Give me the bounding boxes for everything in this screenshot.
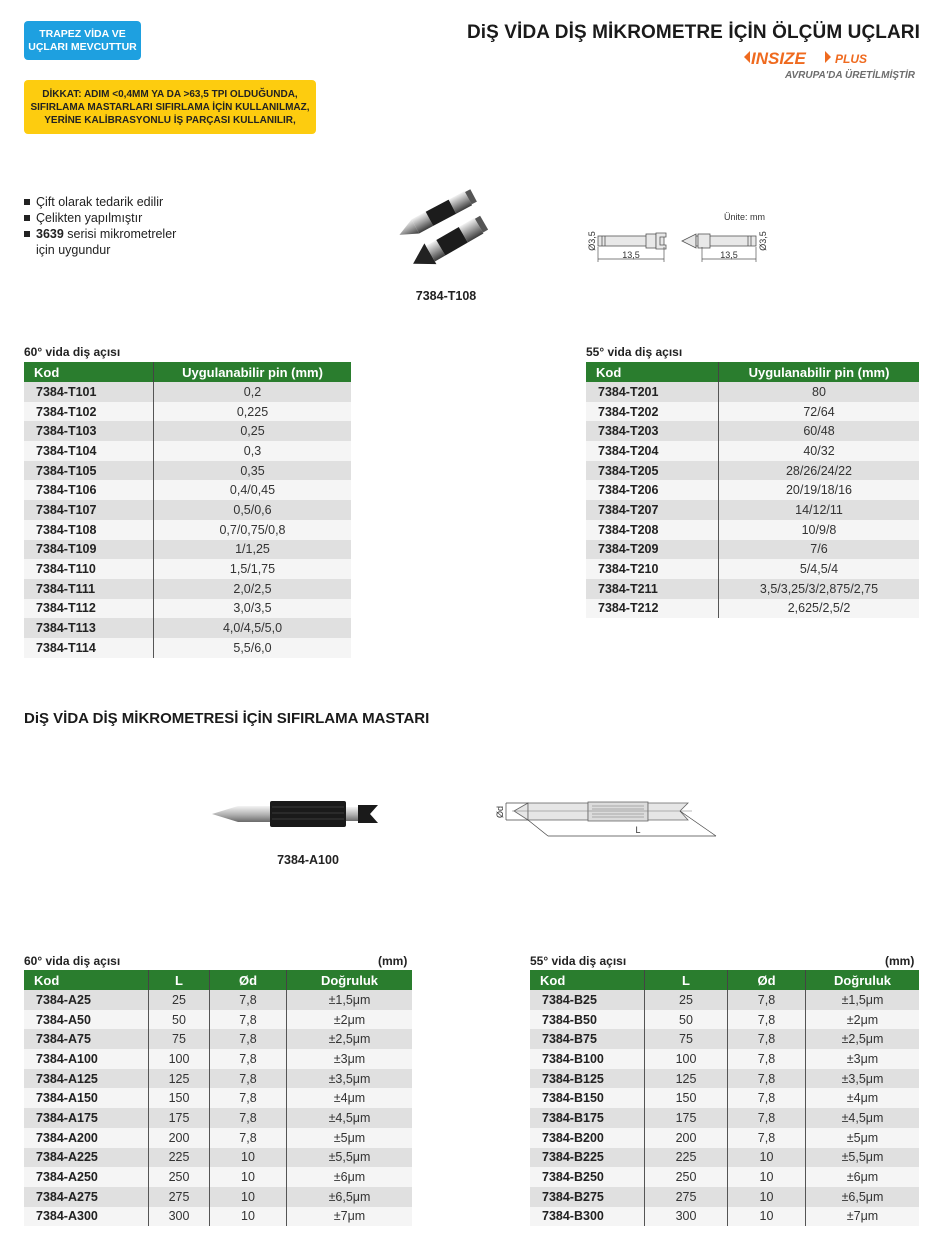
length-label: 13,5	[720, 250, 738, 260]
value-cell: 0,2	[154, 382, 352, 402]
table-row	[24, 402, 351, 422]
column-header: Doğruluk	[806, 970, 920, 990]
unit-label: Ünite: mm	[724, 212, 766, 222]
product-code-cell: 7384-A300	[24, 1207, 149, 1227]
warning-line: DİKKAT: ADIM <0,4MM YA DA >63,5 TPI OLDUĞUNDA,	[42, 88, 298, 100]
value-cell: 10	[728, 1187, 806, 1207]
value-cell: ±6μm	[806, 1167, 920, 1187]
product-code-cell: 7384-T210	[586, 559, 719, 579]
product-code-cell: 7384-B300	[530, 1207, 645, 1227]
table-row	[24, 1010, 412, 1030]
column-header: Uygulanabilir pin (mm)	[719, 362, 920, 382]
value-cell: 125	[645, 1069, 728, 1089]
value-cell: 5/4,5/4	[719, 559, 920, 579]
product-code-cell: 7384-T110	[24, 559, 154, 579]
table-row	[24, 1049, 412, 1069]
product-code-cell: 7384-T111	[24, 579, 154, 599]
value-cell: 25	[149, 990, 210, 1010]
value-cell: 7,8	[210, 1108, 287, 1128]
table-row	[586, 540, 919, 560]
value-cell: ±6μm	[287, 1167, 413, 1187]
logo-brand: INSIZE	[751, 49, 806, 68]
table-row	[24, 441, 351, 461]
value-cell: 7,8	[728, 1049, 806, 1069]
table-row	[586, 520, 919, 540]
feature-item: Çift olarak tedarik edilir	[24, 194, 176, 210]
column-header: Kod	[24, 970, 149, 990]
table-row	[24, 618, 351, 638]
value-cell: ±6,5μm	[287, 1187, 413, 1207]
product-code-cell: 7384-T106	[24, 480, 154, 500]
value-cell: 2,0/2,5	[154, 579, 352, 599]
product-code-cell: 7384-B50	[530, 1010, 645, 1030]
product-code-cell: 7384-T113	[24, 618, 154, 638]
table-row	[586, 599, 919, 619]
value-cell: 50	[149, 1010, 210, 1030]
value-cell: 7,8	[210, 990, 287, 1010]
value-cell: 28/26/24/22	[719, 461, 920, 481]
column-header: Kod	[530, 970, 645, 990]
product-code-cell: 7384-T112	[24, 599, 154, 619]
section-title: DiŞ VİDA DİŞ MİKROMETRESİ İÇİN SIFIRLAMA MASTARI	[24, 710, 430, 727]
value-cell: 0,225	[154, 402, 352, 422]
thread-60-masters-table	[24, 970, 412, 1226]
product-code-cell: 7384-A275	[24, 1187, 149, 1207]
table-row	[24, 990, 412, 1010]
column-header: Ød	[210, 970, 287, 990]
value-cell: ±3,5μm	[287, 1069, 413, 1089]
trapez-availability-badge	[24, 21, 141, 60]
value-cell: 80	[719, 382, 920, 402]
product-code-cell: 7384-T103	[24, 421, 154, 441]
value-cell: ±4μm	[806, 1088, 920, 1108]
product-code-cell: 7384-A75	[24, 1029, 149, 1049]
table-row	[24, 540, 351, 560]
product-code-cell: 7384-T105	[24, 461, 154, 481]
table-row	[586, 480, 919, 500]
table-label: 55° vida diş açısı	[530, 954, 627, 968]
product-code-cell: 7384-T204	[586, 441, 719, 461]
value-cell: 10	[728, 1148, 806, 1168]
product-code-cell: 7384-T203	[586, 421, 719, 441]
product-code-cell: 7384-A100	[24, 1049, 149, 1069]
product-code-cell: 7384-B150	[530, 1088, 645, 1108]
series-number: 3639	[36, 227, 64, 241]
product-code-cell: 7384-T211	[586, 579, 719, 599]
logo-left-arrow-icon	[744, 51, 750, 63]
page-title: DiŞ VİDA DİŞ MİKROMETRE İÇİN ÖLÇÜM UÇLARI	[466, 22, 920, 43]
value-cell: 225	[645, 1148, 728, 1168]
table-row	[24, 1088, 412, 1108]
product-code-cell: 7384-B125	[530, 1069, 645, 1089]
length-label: 13,5	[622, 250, 640, 260]
value-cell: 5,5/6,0	[154, 638, 352, 658]
value-cell: 175	[149, 1108, 210, 1128]
feature-item	[24, 226, 176, 242]
warning-notice	[24, 80, 316, 134]
value-cell: ±2,5μm	[806, 1029, 920, 1049]
value-cell: 7,8	[210, 1049, 287, 1069]
value-cell: ±5,5μm	[806, 1148, 920, 1168]
value-cell: 7,8	[210, 1010, 287, 1030]
table-row	[586, 461, 919, 481]
table-row	[530, 1148, 919, 1168]
product-code-cell: 7384-A200	[24, 1128, 149, 1148]
table-row	[24, 1029, 412, 1049]
value-cell: 7,8	[210, 1069, 287, 1089]
value-cell: 0,25	[154, 421, 352, 441]
product-code-cell: 7384-B200	[530, 1128, 645, 1148]
value-cell: 72/64	[719, 402, 920, 422]
diameter-label: Ød	[495, 805, 505, 819]
value-cell: 0,3	[154, 441, 352, 461]
logo-suffix: PLUS	[835, 52, 868, 66]
logo-right-arrow-icon	[825, 51, 831, 63]
table-row	[586, 402, 919, 422]
value-cell: ±1,5μm	[287, 990, 413, 1010]
table-row	[24, 638, 351, 658]
value-cell: ±7μm	[806, 1207, 920, 1227]
thread-55-masters-table	[530, 970, 919, 1226]
product-code-cell: 7384-T102	[24, 402, 154, 422]
product-code-cell: 7384-T206	[586, 480, 719, 500]
table-row	[530, 1049, 919, 1069]
table-row	[24, 480, 351, 500]
product-code-cell: 7384-T202	[586, 402, 719, 422]
value-cell: 125	[149, 1069, 210, 1089]
table-row	[24, 1187, 412, 1207]
value-cell: 4,0/4,5/5,0	[154, 618, 352, 638]
feature-item-continuation: için uygundur	[36, 243, 111, 257]
tip-dimension-drawing	[586, 228, 776, 266]
product-code-cell: 7384-T104	[24, 441, 154, 461]
value-cell: ±7μm	[287, 1207, 413, 1227]
product-code-cell: 7384-T101	[24, 382, 154, 402]
table-row	[530, 1069, 919, 1089]
table-row	[24, 1069, 412, 1089]
value-cell: 3,5/3,25/3/2,875/2,75	[719, 579, 920, 599]
measuring-tips-photo	[385, 183, 495, 268]
table-row	[586, 559, 919, 579]
unit-label: (mm)	[885, 954, 915, 968]
table-row	[24, 1167, 412, 1187]
value-cell: 7,8	[210, 1128, 287, 1148]
value-cell: 7,8	[728, 990, 806, 1010]
value-cell: 7/6	[719, 540, 920, 560]
value-cell: 0,4/0,45	[154, 480, 352, 500]
table-row	[586, 382, 919, 402]
table-row	[24, 1148, 412, 1168]
feature-text: serisi mikrometreler	[63, 227, 177, 241]
product-code-cell: 7384-A175	[24, 1108, 149, 1128]
value-cell: ±1,5μm	[806, 990, 920, 1010]
table-row	[586, 441, 919, 461]
table-row	[24, 461, 351, 481]
table-row	[24, 520, 351, 540]
product-code-cell: 7384-T208	[586, 520, 719, 540]
badge-line: TRAPEZ VİDA VE	[39, 27, 126, 40]
value-cell: 300	[149, 1207, 210, 1227]
table-row	[24, 421, 351, 441]
value-cell: 75	[645, 1029, 728, 1049]
table-row	[24, 599, 351, 619]
setting-standard-drawing	[492, 798, 722, 840]
product-code-cell: 7384-B25	[530, 990, 645, 1010]
value-cell: 0,5/0,6	[154, 500, 352, 520]
setting-standard-photo	[208, 797, 388, 831]
table-row	[24, 1207, 412, 1227]
length-label: L	[635, 825, 641, 835]
product-code-cell: 7384-B250	[530, 1167, 645, 1187]
table-row	[24, 382, 351, 402]
value-cell: ±2,5μm	[287, 1029, 413, 1049]
value-cell: 10	[728, 1207, 806, 1227]
value-cell: 7,8	[210, 1029, 287, 1049]
value-cell: 7,8	[728, 1128, 806, 1148]
table-row	[530, 1207, 919, 1227]
value-cell: 150	[645, 1088, 728, 1108]
value-cell: 7,8	[210, 1088, 287, 1108]
table-row	[24, 500, 351, 520]
value-cell: ±4μm	[287, 1088, 413, 1108]
value-cell: 10	[728, 1167, 806, 1187]
column-header: Ød	[728, 970, 806, 990]
product-code-cell: 7384-B275	[530, 1187, 645, 1207]
product-code-cell: 7384-T114	[24, 638, 154, 658]
thread-55-tips-table	[586, 362, 919, 618]
value-cell: 1,5/1,75	[154, 559, 352, 579]
feature-list	[24, 194, 176, 258]
product-caption: 7384-T108	[415, 289, 477, 303]
table-label: 60° vida diş açısı	[24, 345, 121, 359]
value-cell: ±2μm	[287, 1010, 413, 1030]
value-cell: 150	[149, 1088, 210, 1108]
value-cell: 250	[149, 1167, 210, 1187]
value-cell: 25	[645, 990, 728, 1010]
value-cell: 275	[645, 1187, 728, 1207]
value-cell: 100	[645, 1049, 728, 1069]
unit-label: (mm)	[378, 954, 408, 968]
value-cell: ±5μm	[287, 1128, 413, 1148]
value-cell: 10	[210, 1167, 287, 1187]
table-row	[530, 1010, 919, 1030]
value-cell: ±3,5μm	[806, 1069, 920, 1089]
product-code-cell: 7384-T201	[586, 382, 719, 402]
feature-item: Çelikten yapılmıştır	[24, 210, 176, 226]
product-code-cell: 7384-A225	[24, 1148, 149, 1168]
value-cell: 0,35	[154, 461, 352, 481]
product-code-cell: 7384-B100	[530, 1049, 645, 1069]
value-cell: 250	[645, 1167, 728, 1187]
table-row	[530, 1088, 919, 1108]
value-cell: ±3μm	[287, 1049, 413, 1069]
table-row	[24, 559, 351, 579]
value-cell: 7,8	[728, 1088, 806, 1108]
value-cell: ±2μm	[806, 1010, 920, 1030]
table-row	[24, 1108, 412, 1128]
product-code-cell: 7384-A250	[24, 1167, 149, 1187]
table-row	[530, 1128, 919, 1148]
value-cell: 10	[210, 1187, 287, 1207]
value-cell: 100	[149, 1049, 210, 1069]
product-code-cell: 7384-T212	[586, 599, 719, 619]
value-cell: 2,625/2,5/2	[719, 599, 920, 619]
value-cell: 10/9/8	[719, 520, 920, 540]
value-cell: 300	[645, 1207, 728, 1227]
value-cell: 7,8	[728, 1108, 806, 1128]
value-cell: 225	[149, 1148, 210, 1168]
value-cell: 1/1,25	[154, 540, 352, 560]
column-header: L	[645, 970, 728, 990]
table-row	[586, 500, 919, 520]
product-code-cell: 7384-T209	[586, 540, 719, 560]
product-code-cell: 7384-B175	[530, 1108, 645, 1128]
value-cell: 3,0/3,5	[154, 599, 352, 619]
value-cell: 0,7/0,75/0,8	[154, 520, 352, 540]
value-cell: 14/12/11	[719, 500, 920, 520]
table-row	[530, 1108, 919, 1128]
product-code-cell: 7384-A50	[24, 1010, 149, 1030]
table-row	[586, 579, 919, 599]
value-cell: 10	[210, 1148, 287, 1168]
table-row	[586, 421, 919, 441]
thread-60-tips-table	[24, 362, 351, 658]
table-row	[530, 1187, 919, 1207]
value-cell: 200	[149, 1128, 210, 1148]
badge-line: UÇLARI MEVCUTTUR	[28, 40, 137, 53]
product-code-cell: 7384-T205	[586, 461, 719, 481]
product-code-cell: 7384-A25	[24, 990, 149, 1010]
value-cell: 175	[645, 1108, 728, 1128]
product-code-cell: 7384-B225	[530, 1148, 645, 1168]
column-header: Kod	[24, 362, 154, 382]
value-cell: ±6,5μm	[806, 1187, 920, 1207]
table-row	[530, 990, 919, 1010]
value-cell: 200	[645, 1128, 728, 1148]
table-row	[24, 579, 351, 599]
logo-tagline: AVRUPA'DA ÜRETİLMİŞTİR	[785, 70, 915, 81]
product-code-cell: 7384-A150	[24, 1088, 149, 1108]
diameter-label: Ø3,5	[758, 231, 768, 251]
product-code-cell: 7384-T109	[24, 540, 154, 560]
table-label: 55° vida diş açısı	[586, 345, 683, 359]
table-row	[24, 1128, 412, 1148]
product-code-cell: 7384-T107	[24, 500, 154, 520]
value-cell: 60/48	[719, 421, 920, 441]
value-cell: 20/19/18/16	[719, 480, 920, 500]
product-code-cell: 7384-T108	[24, 520, 154, 540]
value-cell: ±3μm	[806, 1049, 920, 1069]
value-cell: 75	[149, 1029, 210, 1049]
value-cell: 7,8	[728, 1010, 806, 1030]
warning-line: YERİNE KALİBRASYONLU İŞ PARÇASI KULLANILIR,	[44, 114, 296, 126]
value-cell: ±5,5μm	[287, 1148, 413, 1168]
product-code-cell: 7384-T207	[586, 500, 719, 520]
warning-line: SIFIRLAMA MASTARLARI SIFIRLAMA İÇİN KULLANILMAZ,	[30, 101, 310, 113]
value-cell: ±5μm	[806, 1128, 920, 1148]
product-code-cell: 7384-A125	[24, 1069, 149, 1089]
value-cell: 40/32	[719, 441, 920, 461]
insize-plus-logo	[738, 48, 918, 82]
column-header: Kod	[586, 362, 719, 382]
value-cell: 7,8	[728, 1029, 806, 1049]
value-cell: 50	[645, 1010, 728, 1030]
value-cell: 10	[210, 1207, 287, 1227]
value-cell: 7,8	[728, 1069, 806, 1089]
product-caption: 7384-A100	[277, 853, 339, 867]
table-label: 60° vida diş açısı	[24, 954, 121, 968]
diameter-label: Ø3,5	[587, 231, 597, 251]
value-cell: ±4,5μm	[806, 1108, 920, 1128]
value-cell: 275	[149, 1187, 210, 1207]
value-cell: ±4,5μm	[287, 1108, 413, 1128]
column-header: Doğruluk	[287, 970, 413, 990]
table-row	[530, 1029, 919, 1049]
column-header: L	[149, 970, 210, 990]
table-row	[530, 1167, 919, 1187]
column-header: Uygulanabilir pin (mm)	[154, 362, 352, 382]
product-code-cell: 7384-B75	[530, 1029, 645, 1049]
